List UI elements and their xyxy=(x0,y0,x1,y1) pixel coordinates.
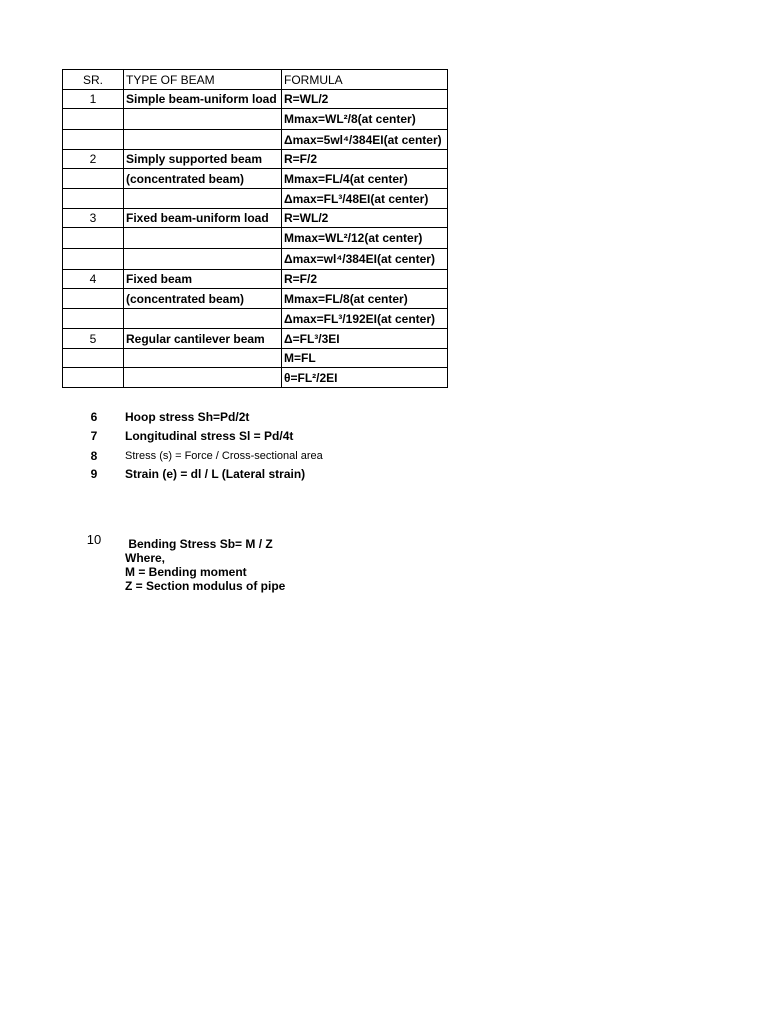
table-row xyxy=(63,270,448,289)
cell-type-of-beam: Simply supported beam xyxy=(124,150,282,169)
cell-type-of-beam: Fixed beam-uniform load xyxy=(124,209,282,228)
cell-formula: Δmax=FL³/192EI(at center) xyxy=(282,309,448,329)
cell-sr xyxy=(63,289,124,309)
cell-sr xyxy=(63,309,124,329)
header-formula: FORMULA xyxy=(282,70,448,90)
cell-type-of-beam xyxy=(124,228,282,249)
note-text: Hoop stress Sh=Pd/2t xyxy=(125,410,250,424)
table-row xyxy=(63,209,448,228)
cell-type-of-beam: Regular cantilever beam xyxy=(124,329,282,349)
cell-type-of-beam xyxy=(124,368,282,388)
bending-line: Bending Stress Sb= M / Z xyxy=(125,537,273,551)
table-row xyxy=(63,150,448,169)
bending-line: Where, xyxy=(125,551,166,565)
beam-formula-table xyxy=(62,69,448,388)
cell-sr xyxy=(63,228,124,249)
cell-sr xyxy=(63,189,124,209)
cell-sr: 3 xyxy=(63,209,124,228)
cell-formula: Δmax=wl⁴/384EI(at center) xyxy=(282,249,448,270)
cell-sr: 1 xyxy=(63,90,124,109)
cell-formula: Mmax=FL/4(at center) xyxy=(282,169,448,189)
cell-formula: θ=FL²/2EI xyxy=(282,368,448,388)
table-header-row xyxy=(63,70,448,90)
cell-formula: Δ=FL³/3EI xyxy=(282,329,448,349)
cell-type-of-beam xyxy=(124,109,282,130)
note-text: Strain (e) = dl / L (Lateral strain) xyxy=(125,467,306,481)
table-row xyxy=(63,109,448,130)
cell-formula: Δmax=FL³/48EI(at center) xyxy=(282,189,448,209)
cell-formula: Mmax=FL/8(at center) xyxy=(282,289,448,309)
table-row xyxy=(63,130,448,150)
cell-type-of-beam: (concentrated beam) xyxy=(124,289,282,309)
header-sr: SR. xyxy=(63,70,124,90)
cell-formula: R=WL/2 xyxy=(282,209,448,228)
cell-formula: M=FL xyxy=(282,349,448,368)
table-row xyxy=(63,289,448,309)
cell-sr xyxy=(63,109,124,130)
table-row xyxy=(63,349,448,368)
table-row xyxy=(63,228,448,249)
cell-formula: Mmax=WL²/12(at center) xyxy=(282,228,448,249)
cell-sr xyxy=(63,169,124,189)
cell-type-of-beam xyxy=(124,130,282,150)
cell-type-of-beam xyxy=(124,309,282,329)
cell-type-of-beam xyxy=(124,189,282,209)
cell-sr xyxy=(63,130,124,150)
cell-sr xyxy=(63,349,124,368)
cell-type-of-beam: (concentrated beam) xyxy=(124,169,282,189)
table-row xyxy=(63,249,448,270)
table-row xyxy=(63,189,448,209)
table-row xyxy=(63,329,448,349)
cell-type-of-beam: Simple beam-uniform load xyxy=(124,90,282,109)
note-number: 7 xyxy=(90,429,98,443)
cell-sr: 5 xyxy=(63,329,124,349)
cell-type-of-beam: Fixed beam xyxy=(124,270,282,289)
cell-type-of-beam xyxy=(124,249,282,270)
table-body xyxy=(63,70,448,388)
bending-number: 10 xyxy=(86,532,102,547)
cell-formula: R=F/2 xyxy=(282,150,448,169)
cell-sr xyxy=(63,368,124,388)
header-type-of-beam: TYPE OF BEAM xyxy=(124,70,282,90)
table-row xyxy=(63,90,448,109)
cell-sr xyxy=(63,249,124,270)
note-number: 6 xyxy=(90,410,98,424)
table-row xyxy=(63,309,448,329)
cell-formula: Mmax=WL²/8(at center) xyxy=(282,109,448,130)
note-number: 9 xyxy=(90,467,98,481)
cell-formula: R=WL/2 xyxy=(282,90,448,109)
table-row xyxy=(63,169,448,189)
bending-line: Z = Section modulus of pipe xyxy=(125,579,286,593)
cell-sr: 2 xyxy=(63,150,124,169)
note-number: 8 xyxy=(90,449,98,463)
cell-formula: Δmax=5wl⁴/384EI(at center) xyxy=(282,130,448,150)
cell-formula: R=F/2 xyxy=(282,270,448,289)
table-row xyxy=(63,368,448,388)
note-text: Stress (s) = Force / Cross-sectional area xyxy=(125,450,323,462)
cell-sr: 4 xyxy=(63,270,124,289)
cell-type-of-beam xyxy=(124,349,282,368)
bending-stress-block xyxy=(125,537,285,593)
bending-line: M = Bending moment xyxy=(125,565,247,579)
note-text: Longitudinal stress Sl = Pd/4t xyxy=(125,429,294,443)
